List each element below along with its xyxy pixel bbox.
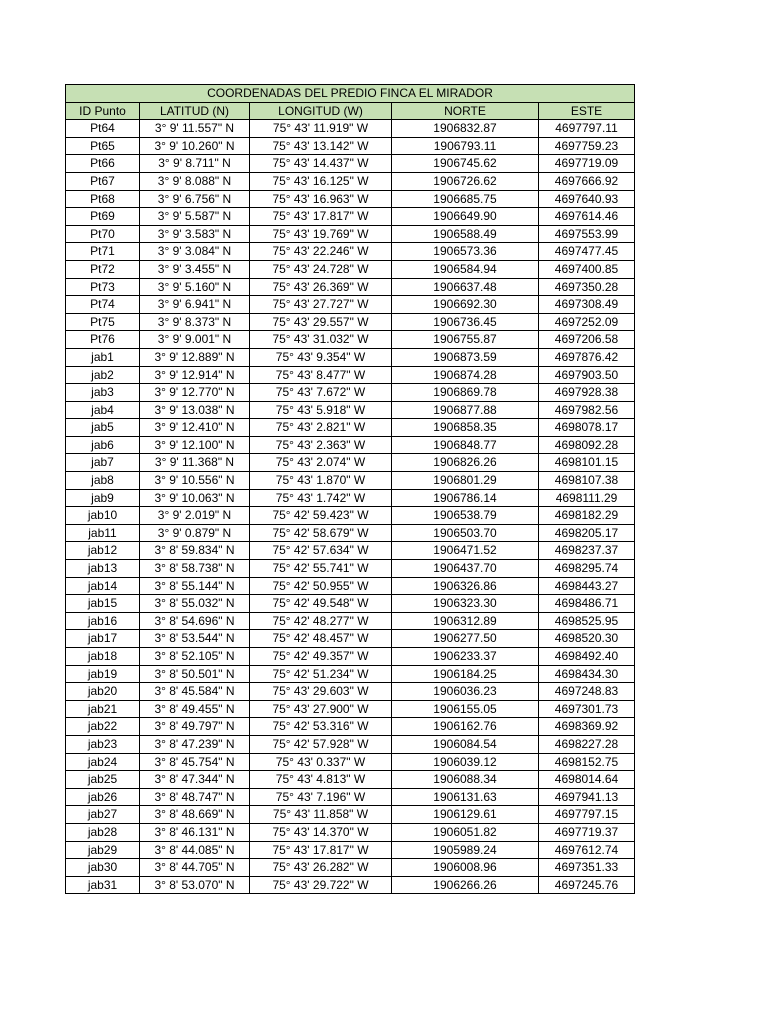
cell-norte: 1906649.90 — [392, 208, 539, 226]
cell-norte: 1906036.23 — [392, 683, 539, 701]
cell-latitud: 3° 9' 5.587" N — [140, 208, 250, 226]
cell-norte: 1906088.34 — [392, 771, 539, 789]
cell-latitud: 3° 9' 9.001" N — [140, 331, 250, 349]
cell-este: 4698092.28 — [539, 436, 635, 454]
cell-este: 4698486.71 — [539, 595, 635, 613]
cell-longitud: 75° 42' 48.457" W — [250, 630, 392, 648]
table-row — [66, 296, 635, 314]
table-row — [66, 384, 635, 402]
cell-norte: 1906858.35 — [392, 419, 539, 437]
table-row — [66, 823, 635, 841]
cell-longitud: 75° 43' 0.337" W — [250, 753, 392, 771]
cell-este: 4697759.23 — [539, 137, 635, 155]
cell-id-punto: jab18 — [66, 648, 140, 666]
cell-id-punto: jab15 — [66, 595, 140, 613]
table-row — [66, 841, 635, 859]
cell-id-punto: Pt71 — [66, 243, 140, 261]
table-row — [66, 454, 635, 472]
cell-id-punto: jab9 — [66, 489, 140, 507]
cell-id-punto: jab28 — [66, 823, 140, 841]
cell-latitud: 3° 8' 45.584" N — [140, 683, 250, 701]
cell-longitud: 75° 43' 2.821" W — [250, 419, 392, 437]
cell-norte: 1906129.61 — [392, 806, 539, 824]
cell-este: 4698434.30 — [539, 665, 635, 683]
cell-longitud: 75° 43' 13.142" W — [250, 137, 392, 155]
cell-longitud: 75° 42' 58.679" W — [250, 524, 392, 542]
table-row — [66, 524, 635, 542]
cell-longitud: 75° 43' 29.603" W — [250, 683, 392, 701]
table-row — [66, 120, 635, 138]
cell-norte: 1906848.77 — [392, 436, 539, 454]
cell-latitud: 3° 8' 54.696" N — [140, 612, 250, 630]
cell-id-punto: Pt73 — [66, 278, 140, 296]
cell-latitud: 3° 9' 0.879" N — [140, 524, 250, 542]
cell-longitud: 75° 42' 49.357" W — [250, 648, 392, 666]
header-latitud: LATITUD (N) — [140, 102, 250, 120]
cell-norte: 1906801.29 — [392, 472, 539, 490]
cell-latitud: 3° 9' 12.100" N — [140, 436, 250, 454]
cell-este: 4698520.30 — [539, 630, 635, 648]
cell-norte: 1906685.75 — [392, 190, 539, 208]
cell-este: 4697797.11 — [539, 120, 635, 138]
cell-este: 4697248.83 — [539, 683, 635, 701]
cell-este: 4697941.13 — [539, 788, 635, 806]
cell-este: 4697308.49 — [539, 296, 635, 314]
cell-longitud: 75° 43' 14.437" W — [250, 155, 392, 173]
cell-norte: 1906266.26 — [392, 876, 539, 894]
cell-norte: 1906793.11 — [392, 137, 539, 155]
cell-este: 4698525.95 — [539, 612, 635, 630]
cell-norte: 1906155.05 — [392, 700, 539, 718]
table-row — [66, 472, 635, 490]
cell-id-punto: jab26 — [66, 788, 140, 806]
cell-id-punto: Pt74 — [66, 296, 140, 314]
table-row — [66, 172, 635, 190]
table-row — [66, 243, 635, 261]
cell-este: 4697245.76 — [539, 876, 635, 894]
table-row — [66, 806, 635, 824]
cell-id-punto: jab19 — [66, 665, 140, 683]
cell-este: 4698014.64 — [539, 771, 635, 789]
cell-este: 4698182.29 — [539, 507, 635, 525]
cell-longitud: 75° 42' 53.316" W — [250, 718, 392, 736]
cell-latitud: 3° 8' 49.797" N — [140, 718, 250, 736]
cell-longitud: 75° 43' 17.817" W — [250, 841, 392, 859]
cell-longitud: 75° 43' 14.370" W — [250, 823, 392, 841]
cell-id-punto: jab13 — [66, 560, 140, 578]
cell-id-punto: jab2 — [66, 366, 140, 384]
cell-norte: 1906131.63 — [392, 788, 539, 806]
cell-longitud: 75° 42' 55.741" W — [250, 560, 392, 578]
cell-latitud: 3° 9' 12.410" N — [140, 419, 250, 437]
cell-este: 4697719.09 — [539, 155, 635, 173]
cell-id-punto: jab31 — [66, 876, 140, 894]
coordinates-table — [65, 84, 635, 894]
cell-este: 4698101.15 — [539, 454, 635, 472]
cell-id-punto: jab1 — [66, 348, 140, 366]
cell-norte: 1906755.87 — [392, 331, 539, 349]
cell-longitud: 75° 43' 29.722" W — [250, 876, 392, 894]
cell-latitud: 3° 9' 6.941" N — [140, 296, 250, 314]
cell-latitud: 3° 8' 45.754" N — [140, 753, 250, 771]
cell-norte: 1906323.30 — [392, 595, 539, 613]
table-row — [66, 595, 635, 613]
cell-norte: 1906826.26 — [392, 454, 539, 472]
cell-este: 4698443.27 — [539, 577, 635, 595]
cell-este: 4697206.58 — [539, 331, 635, 349]
table-row — [66, 313, 635, 331]
cell-norte: 1906051.82 — [392, 823, 539, 841]
cell-latitud: 3° 9' 3.455" N — [140, 260, 250, 278]
cell-norte: 1906877.88 — [392, 401, 539, 419]
cell-id-punto: jab22 — [66, 718, 140, 736]
cell-longitud: 75° 42' 51.234" W — [250, 665, 392, 683]
cell-id-punto: jab8 — [66, 472, 140, 490]
cell-norte: 1906039.12 — [392, 753, 539, 771]
cell-este: 4697400.85 — [539, 260, 635, 278]
cell-norte: 1906437.70 — [392, 560, 539, 578]
cell-este: 4698205.17 — [539, 524, 635, 542]
cell-este: 4698295.74 — [539, 560, 635, 578]
cell-norte: 1906008.96 — [392, 859, 539, 877]
cell-norte: 1906869.78 — [392, 384, 539, 402]
cell-latitud: 3° 8' 46.131" N — [140, 823, 250, 841]
cell-id-punto: Pt69 — [66, 208, 140, 226]
cell-longitud: 75° 43' 16.125" W — [250, 172, 392, 190]
table-row — [66, 683, 635, 701]
cell-latitud: 3° 8' 44.705" N — [140, 859, 250, 877]
cell-este: 4698369.92 — [539, 718, 635, 736]
cell-longitud: 75° 42' 59.423" W — [250, 507, 392, 525]
cell-latitud: 3° 8' 52.105" N — [140, 648, 250, 666]
cell-id-punto: jab20 — [66, 683, 140, 701]
table-title-row — [66, 85, 635, 103]
cell-longitud: 75° 43' 17.817" W — [250, 208, 392, 226]
header-longitud: LONGITUD (W) — [250, 102, 392, 120]
cell-latitud: 3° 9' 6.756" N — [140, 190, 250, 208]
cell-norte: 1906184.25 — [392, 665, 539, 683]
table-row — [66, 190, 635, 208]
cell-latitud: 3° 8' 59.834" N — [140, 542, 250, 560]
cell-id-punto: jab30 — [66, 859, 140, 877]
cell-este: 4697719.37 — [539, 823, 635, 841]
cell-longitud: 75° 43' 24.728" W — [250, 260, 392, 278]
cell-id-punto: jab29 — [66, 841, 140, 859]
table-row — [66, 155, 635, 173]
cell-longitud: 75° 43' 1.742" W — [250, 489, 392, 507]
cell-latitud: 3° 9' 12.770" N — [140, 384, 250, 402]
cell-este: 4698111.29 — [539, 489, 635, 507]
cell-norte: 1906538.79 — [392, 507, 539, 525]
cell-id-punto: jab21 — [66, 700, 140, 718]
cell-norte: 1906873.59 — [392, 348, 539, 366]
cell-norte: 1906326.86 — [392, 577, 539, 595]
cell-norte: 1905989.24 — [392, 841, 539, 859]
cell-id-punto: Pt75 — [66, 313, 140, 331]
header-este: ESTE — [539, 102, 635, 120]
cell-id-punto: Pt65 — [66, 137, 140, 155]
cell-este: 4697252.09 — [539, 313, 635, 331]
cell-longitud: 75° 43' 11.858" W — [250, 806, 392, 824]
cell-norte: 1906312.89 — [392, 612, 539, 630]
cell-latitud: 3° 8' 49.455" N — [140, 700, 250, 718]
table-body — [66, 120, 635, 894]
table-row — [66, 419, 635, 437]
cell-este: 4697903.50 — [539, 366, 635, 384]
cell-longitud: 75° 43' 5.918" W — [250, 401, 392, 419]
cell-id-punto: Pt66 — [66, 155, 140, 173]
cell-este: 4698237.37 — [539, 542, 635, 560]
cell-este: 4697351.33 — [539, 859, 635, 877]
cell-longitud: 75° 43' 7.672" W — [250, 384, 392, 402]
cell-norte: 1906162.76 — [392, 718, 539, 736]
table-row — [66, 753, 635, 771]
cell-norte: 1906637.48 — [392, 278, 539, 296]
cell-id-punto: jab4 — [66, 401, 140, 419]
cell-id-punto: jab17 — [66, 630, 140, 648]
cell-latitud: 3° 8' 50.501" N — [140, 665, 250, 683]
cell-latitud: 3° 9' 10.063" N — [140, 489, 250, 507]
cell-este: 4697666.92 — [539, 172, 635, 190]
cell-norte: 1906726.62 — [392, 172, 539, 190]
cell-latitud: 3° 8' 44.085" N — [140, 841, 250, 859]
cell-id-punto: jab7 — [66, 454, 140, 472]
table-row — [66, 208, 635, 226]
cell-este: 4697982.56 — [539, 401, 635, 419]
cell-longitud: 75° 43' 1.870" W — [250, 472, 392, 490]
cell-latitud: 3° 9' 3.084" N — [140, 243, 250, 261]
table-row — [66, 137, 635, 155]
cell-longitud: 75° 43' 2.363" W — [250, 436, 392, 454]
cell-norte: 1906786.14 — [392, 489, 539, 507]
table-title: COORDENADAS DEL PREDIO FINCA EL MIRADOR — [66, 85, 635, 103]
cell-longitud: 75° 43' 31.032" W — [250, 331, 392, 349]
cell-latitud: 3° 8' 48.669" N — [140, 806, 250, 824]
table-row — [66, 700, 635, 718]
table-row — [66, 542, 635, 560]
cell-longitud: 75° 42' 50.955" W — [250, 577, 392, 595]
cell-id-punto: jab5 — [66, 419, 140, 437]
table-row — [66, 859, 635, 877]
cell-latitud: 3° 8' 47.344" N — [140, 771, 250, 789]
cell-longitud: 75° 43' 22.246" W — [250, 243, 392, 261]
cell-latitud: 3° 8' 53.544" N — [140, 630, 250, 648]
cell-longitud: 75° 43' 11.919" W — [250, 120, 392, 138]
table-row — [66, 665, 635, 683]
cell-longitud: 75° 43' 2.074" W — [250, 454, 392, 472]
cell-id-punto: jab10 — [66, 507, 140, 525]
cell-latitud: 3° 9' 10.556" N — [140, 472, 250, 490]
table-row — [66, 489, 635, 507]
cell-id-punto: jab27 — [66, 806, 140, 824]
cell-este: 4698107.38 — [539, 472, 635, 490]
cell-id-punto: Pt70 — [66, 225, 140, 243]
cell-longitud: 75° 43' 27.727" W — [250, 296, 392, 314]
cell-latitud: 3° 9' 3.583" N — [140, 225, 250, 243]
cell-latitud: 3° 9' 12.889" N — [140, 348, 250, 366]
table-row — [66, 577, 635, 595]
table-header-row — [66, 102, 635, 120]
table-row — [66, 788, 635, 806]
cell-latitud: 3° 9' 8.373" N — [140, 313, 250, 331]
header-norte: NORTE — [392, 102, 539, 120]
cell-longitud: 75° 43' 7.196" W — [250, 788, 392, 806]
table-row — [66, 507, 635, 525]
table-row — [66, 260, 635, 278]
table-row — [66, 612, 635, 630]
table-row — [66, 348, 635, 366]
table-row — [66, 771, 635, 789]
header-id-punto: ID Punto — [66, 102, 140, 120]
cell-norte: 1906471.52 — [392, 542, 539, 560]
table-row — [66, 560, 635, 578]
cell-latitud: 3° 9' 2.019" N — [140, 507, 250, 525]
cell-este: 4698492.40 — [539, 648, 635, 666]
table-row — [66, 225, 635, 243]
cell-este: 4697928.38 — [539, 384, 635, 402]
cell-norte: 1906832.87 — [392, 120, 539, 138]
cell-longitud: 75° 43' 16.963" W — [250, 190, 392, 208]
cell-este: 4697301.73 — [539, 700, 635, 718]
cell-id-punto: Pt68 — [66, 190, 140, 208]
cell-id-punto: jab25 — [66, 771, 140, 789]
cell-latitud: 3° 8' 55.032" N — [140, 595, 250, 613]
cell-latitud: 3° 9' 11.368" N — [140, 454, 250, 472]
cell-longitud: 75° 43' 27.900" W — [250, 700, 392, 718]
cell-latitud: 3° 8' 48.747" N — [140, 788, 250, 806]
table-row — [66, 735, 635, 753]
cell-norte: 1906745.62 — [392, 155, 539, 173]
cell-id-punto: jab24 — [66, 753, 140, 771]
cell-id-punto: Pt64 — [66, 120, 140, 138]
cell-norte: 1906233.37 — [392, 648, 539, 666]
cell-este: 4697350.28 — [539, 278, 635, 296]
cell-id-punto: jab11 — [66, 524, 140, 542]
cell-este: 4697612.74 — [539, 841, 635, 859]
cell-este: 4697477.45 — [539, 243, 635, 261]
cell-latitud: 3° 9' 11.557" N — [140, 120, 250, 138]
cell-id-punto: jab3 — [66, 384, 140, 402]
cell-id-punto: jab6 — [66, 436, 140, 454]
cell-norte: 1906573.36 — [392, 243, 539, 261]
table-row — [66, 331, 635, 349]
cell-norte: 1906874.28 — [392, 366, 539, 384]
cell-longitud: 75° 43' 19.769" W — [250, 225, 392, 243]
cell-longitud: 75° 42' 49.548" W — [250, 595, 392, 613]
cell-id-punto: jab16 — [66, 612, 140, 630]
cell-latitud: 3° 8' 55.144" N — [140, 577, 250, 595]
cell-norte: 1906736.45 — [392, 313, 539, 331]
cell-longitud: 75° 43' 29.557" W — [250, 313, 392, 331]
cell-id-punto: jab14 — [66, 577, 140, 595]
table-row — [66, 436, 635, 454]
cell-este: 4698227.28 — [539, 735, 635, 753]
cell-norte: 1906588.49 — [392, 225, 539, 243]
cell-este: 4697876.42 — [539, 348, 635, 366]
cell-este: 4698152.75 — [539, 753, 635, 771]
cell-longitud: 75° 42' 48.277" W — [250, 612, 392, 630]
cell-norte: 1906277.50 — [392, 630, 539, 648]
cell-norte: 1906692.30 — [392, 296, 539, 314]
table-row — [66, 876, 635, 894]
cell-longitud: 75° 43' 9.354" W — [250, 348, 392, 366]
cell-este: 4697553.99 — [539, 225, 635, 243]
cell-latitud: 3° 9' 5.160" N — [140, 278, 250, 296]
cell-latitud: 3° 8' 58.738" N — [140, 560, 250, 578]
cell-longitud: 75° 42' 57.634" W — [250, 542, 392, 560]
cell-longitud: 75° 43' 8.477" W — [250, 366, 392, 384]
table-row — [66, 648, 635, 666]
table-row — [66, 278, 635, 296]
table-row — [66, 630, 635, 648]
cell-longitud: 75° 43' 4.813" W — [250, 771, 392, 789]
table-row — [66, 366, 635, 384]
cell-latitud: 3° 9' 10.260" N — [140, 137, 250, 155]
cell-latitud: 3° 8' 47.239" N — [140, 735, 250, 753]
cell-longitud: 75° 43' 26.282" W — [250, 859, 392, 877]
cell-norte: 1906584.94 — [392, 260, 539, 278]
table-row — [66, 718, 635, 736]
cell-norte: 1906084.54 — [392, 735, 539, 753]
cell-latitud: 3° 9' 12.914" N — [140, 366, 250, 384]
cell-id-punto: Pt76 — [66, 331, 140, 349]
cell-este: 4697614.46 — [539, 208, 635, 226]
cell-latitud: 3° 8' 53.070" N — [140, 876, 250, 894]
cell-este: 4698078.17 — [539, 419, 635, 437]
cell-latitud: 3° 9' 8.088" N — [140, 172, 250, 190]
cell-longitud: 75° 43' 26.369" W — [250, 278, 392, 296]
cell-este: 4697640.93 — [539, 190, 635, 208]
cell-norte: 1906503.70 — [392, 524, 539, 542]
table-row — [66, 401, 635, 419]
cell-id-punto: Pt67 — [66, 172, 140, 190]
cell-latitud: 3° 9' 13.038" N — [140, 401, 250, 419]
cell-este: 4697797.15 — [539, 806, 635, 824]
cell-id-punto: jab12 — [66, 542, 140, 560]
cell-longitud: 75° 42' 57.928" W — [250, 735, 392, 753]
cell-latitud: 3° 9' 8.711" N — [140, 155, 250, 173]
cell-id-punto: Pt72 — [66, 260, 140, 278]
cell-id-punto: jab23 — [66, 735, 140, 753]
